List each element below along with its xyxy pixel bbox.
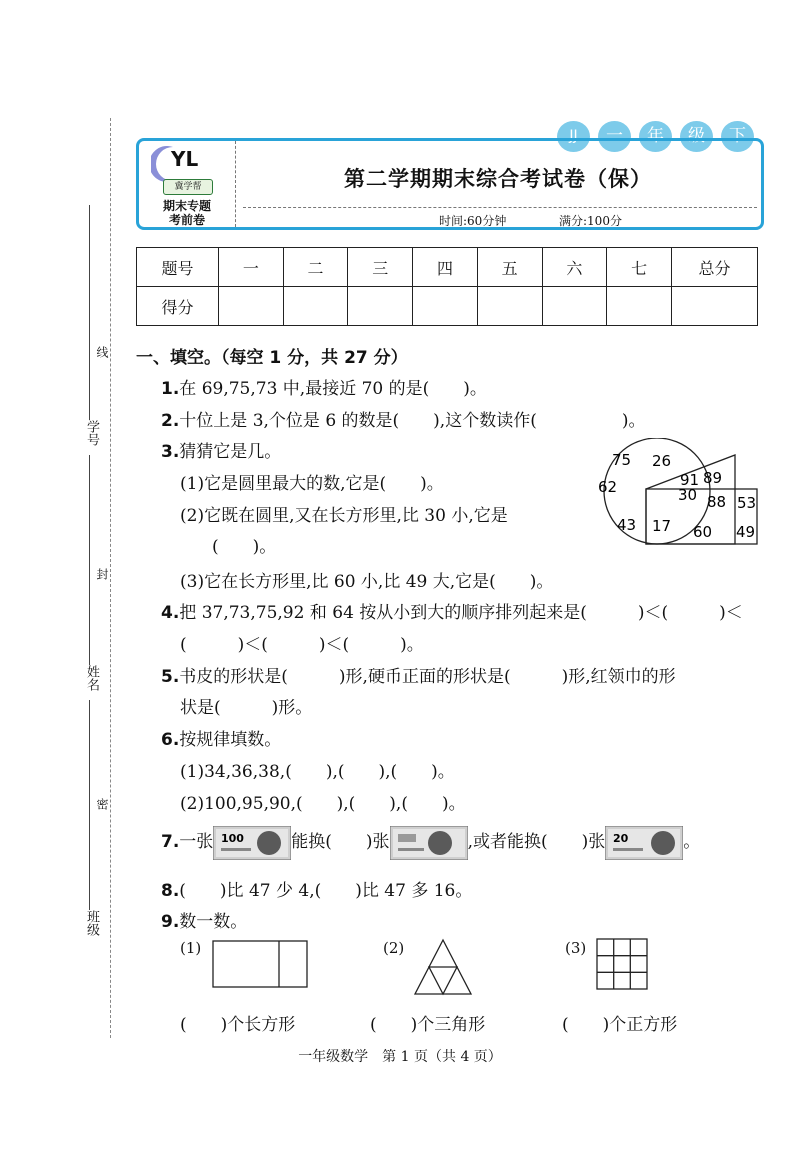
figure-number: 75 [612,451,632,469]
question-text: 。 [683,832,701,852]
score-table [136,247,758,326]
question-8 [161,876,472,901]
question-5-line-2: 状是( )形。 [180,698,313,718]
score-header-cell: 一 [219,248,284,287]
question-text: ,或者能换( )张 [467,832,606,852]
logo-brand: 冀学帮 [163,179,213,195]
question-9-label-2: (2) [383,939,405,957]
question-3 [161,437,281,462]
score-cell[interactable] [607,287,672,326]
question-5 [161,662,676,687]
score-cell[interactable] [542,287,607,326]
figure-number: 17 [652,517,672,535]
figure-number: 43 [617,516,637,534]
title-divider [243,207,757,208]
question-text: 猜猜它是几。 [179,442,282,462]
question-9 [161,907,247,932]
question-number: 4. [161,603,180,623]
grade-pill-jj: JJ [557,121,590,152]
figure-number: 26 [652,452,672,470]
exam-header [136,138,764,230]
figure-number: 91 [680,471,700,489]
name-rule[interactable] [89,455,90,665]
score-cell[interactable] [477,287,542,326]
figure-number: 62 [598,478,618,496]
squares-grid-figure [596,938,648,990]
question-text: 能换( )张 [291,832,390,852]
figure-number: 89 [703,469,723,487]
score-table-score-row [137,287,758,326]
figure-number: 60 [693,523,713,541]
student-id-label: 学号 [84,420,99,446]
question-number: 3. [161,442,180,462]
question-number: 9. [161,912,180,932]
question-text: 在 69,75,73 中,最接近 70 的是( )。 [179,379,487,399]
grade-pill-4: 下 [721,121,754,152]
triangles-figure [413,938,473,996]
question-4 [161,598,743,623]
grade-pill-1: 一 [598,121,631,152]
seal-mark-xian: 线 [95,346,109,358]
figure-number: 49 [736,523,756,541]
name-label: 姓名 [84,665,99,691]
score-cell[interactable] [413,287,478,326]
banknote-100-image [213,826,291,860]
page-footer: 一年级数学 第 1 页（共 4 页） [298,1049,502,1065]
class-rule[interactable] [89,700,90,910]
score-header-cell: 四 [413,248,478,287]
question-text: 按规律填数。 [179,730,282,750]
score-row-label: 得分 [137,287,219,326]
figure-number: 30 [678,486,698,504]
question-3-part-3: (3)它在长方形里,比 60 小,比 49 大,它是( )。 [180,572,554,592]
question-number: 1. [161,379,180,399]
seal-mark-mi: 密 [95,798,109,810]
score-header-cell: 七 [607,248,672,287]
logo-text: YL [171,147,199,171]
question-6 [161,725,281,750]
question-7 [161,824,700,860]
score-header-cell: 五 [477,248,542,287]
banknote-denomination: 20 [613,831,629,845]
rectangles-figure [212,940,308,988]
class-label: 班级 [84,910,99,936]
question-9-label-3: (3) [565,939,587,957]
question-3-part-2-answer: ( )。 [212,537,277,557]
student-id-rule[interactable] [89,205,90,420]
grade-pill-3: 级 [680,121,713,152]
seal-mark-feng: 封 [95,568,109,580]
question-text: 一张 [179,832,214,852]
exam-title: 第二学期期末综合考试卷（保） [344,166,652,191]
question-text: 把 37,73,75,92 和 64 按从小到大的顺序排列起来是( )＜( )＜ [179,603,743,623]
logo-box [139,141,236,227]
banknote-denomination: 100 [221,831,245,845]
question-2 [161,406,645,431]
question-number: 6. [161,730,180,750]
exam-time: 时间:60分钟 [439,214,507,228]
figure-number: 88 [707,493,727,511]
question-3-part-1: (1)它是圆里最大的数,它是( )。 [180,474,444,494]
question-4-line-2: ( )＜( )＜( )。 [180,635,424,655]
score-header-cell: 六 [542,248,607,287]
score-table-header-row [137,248,758,287]
exam-full-score: 满分:100分 [559,214,622,228]
score-cell[interactable] [348,287,413,326]
question-text: 十位上是 3,个位是 6 的数是( ),这个数读作( )。 [179,411,646,431]
question-9-answer-1: ( )个长方形 [180,1015,296,1035]
score-header-cell: 总分 [672,248,758,287]
score-cell[interactable] [283,287,348,326]
grade-pill-2: 年 [639,121,672,152]
question-number: 8. [161,881,180,901]
question-9-label-1: (1) [180,939,202,957]
question-1 [161,374,487,399]
score-cell[interactable] [219,287,284,326]
score-header-cell: 题号 [137,248,219,287]
question-9-answer-2: ( )个三角形 [370,1015,486,1035]
logo-subtitle-2: 考前卷 [168,213,205,227]
banknote-20-image [605,826,683,860]
score-cell[interactable] [672,287,758,326]
score-header-cell: 三 [348,248,413,287]
banknote-10-image [390,826,468,860]
question-text: 数一数。 [179,912,248,932]
logo-subtitle-1: 期末专题 [162,199,211,213]
section-1-title: 一、填空。（每空 1 分，共 27 分） [136,348,408,368]
question-number: 7. [161,832,180,852]
question-number: 5. [161,667,180,687]
question-text: 书皮的形状是( )形,硬币正面的形状是( )形,红领巾的形 [179,667,676,687]
score-header-cell: 二 [283,248,348,287]
question-9-answer-3: ( )个正方形 [562,1015,678,1035]
circle-rectangle-triangle-figure [590,438,762,550]
question-text: ( )比 47 少 4,( )比 47 多 16。 [179,881,473,901]
question-3-part-2: (2)它既在圆里,又在长方形里,比 30 小,它是 [180,506,508,526]
question-6-part-2: (2)100,95,90,( ),( ),( )。 [180,794,466,814]
question-6-part-1: (1)34,36,38,( ),( ),( )。 [180,762,455,782]
question-number: 2. [161,411,180,431]
figure-number: 53 [737,494,757,512]
